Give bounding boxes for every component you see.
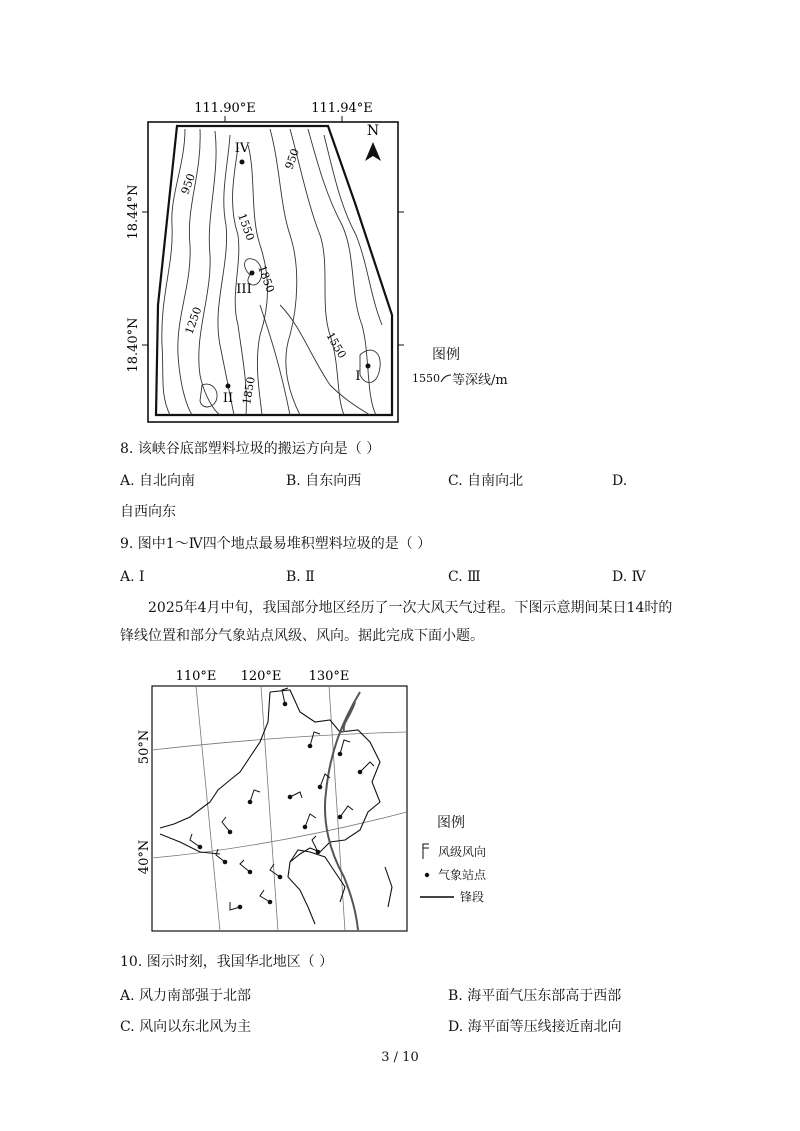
q10-option-c[interactable]: C. 风向以东北风为主 (120, 1019, 252, 1035)
point-label: IV (234, 141, 250, 156)
q8-option-d[interactable]: D. (612, 473, 628, 489)
q8-option-d-text[interactable]: 自西向东 (120, 504, 176, 520)
legend-wind-text: 风级风向 (438, 844, 487, 859)
lon-label: 111.94°E (311, 101, 373, 116)
contour-label: 1550 (235, 211, 257, 243)
q10-option-a[interactable]: A. 风力南部强于北部 (120, 988, 252, 1004)
point-ii (226, 384, 231, 389)
contour-lines (162, 129, 382, 415)
lat-label: 50°N (137, 729, 152, 765)
contour-label: 950 (178, 171, 199, 197)
legend-depth-value: 1550 (412, 372, 440, 385)
contour-label: 950 (282, 146, 303, 172)
lon-label: 110°E (175, 669, 217, 684)
legend-front-text: 锋段 (460, 890, 485, 904)
point-iii (250, 271, 255, 276)
q9-option-c[interactable]: C. Ⅲ (448, 569, 481, 585)
lon-label: 111.90°E (194, 101, 256, 116)
intro-paragraph: 2025年4月中旬，我国部分地区经历了一次大风天气过程。下图示意期间某日14时的锋线位置和部分气象站点风级、风向。据此完成下面小题。 (120, 600, 673, 644)
north-arrow-icon (365, 142, 381, 161)
point-i (366, 364, 371, 369)
q8-option-b[interactable]: B. 自东向西 (286, 473, 362, 489)
border-lines (160, 690, 392, 924)
map1-legend-row (412, 369, 508, 388)
canyon-map-svg (126, 95, 420, 435)
q10-option-b[interactable]: B. 海平面气压东部高于西部 (448, 988, 622, 1004)
contour-label: 1550 (323, 330, 349, 361)
map2-frame (152, 686, 407, 931)
q10-option-d[interactable]: D. 海平面等压线接近南北向 (448, 1019, 622, 1035)
map2-legend-station (420, 866, 486, 883)
legend-depth-text: 等深线/m (452, 373, 508, 388)
contour-label: 1850 (255, 263, 277, 295)
graticule (152, 686, 407, 931)
map2-legend-wind (420, 842, 486, 860)
canyon-depth-map (126, 95, 420, 435)
question-8-stem: 8. 该峡谷底部塑料垃圾的搬运方向是（ ） (120, 441, 381, 457)
q8-option-a[interactable]: A. 自北向南 (120, 473, 196, 489)
page-number: 3 / 10 (381, 1050, 419, 1065)
front-line-icon (420, 892, 454, 902)
question-9-stem: 9. 图中1～Ⅳ四个地点最易堆积塑料垃圾的是（ ） (120, 536, 432, 552)
wind-barb-icon (420, 842, 434, 860)
point-label: III (236, 282, 252, 297)
lon-label: 130°E (308, 669, 350, 684)
map2-legend-title: 图例 (437, 815, 465, 831)
legend-station-text: 气象站点 (438, 868, 487, 882)
map2-legend-front (420, 888, 484, 905)
q8-option-c[interactable]: C. 自南向北 (448, 473, 524, 489)
contour-label: 1250 (182, 305, 205, 337)
map1-legend-title: 图例 (432, 347, 460, 363)
station-dot-icon (420, 868, 434, 882)
north-label: N (366, 123, 380, 139)
lat-label: 18.40°N (126, 317, 141, 373)
q9-option-a[interactable]: A. Ⅰ (120, 569, 145, 585)
lat-label: 18.44°N (126, 184, 141, 240)
contour-label: 1850 (240, 375, 258, 406)
q9-option-d[interactable]: D. Ⅳ (612, 569, 646, 585)
point-iv (240, 160, 245, 165)
lon-label: 120°E (240, 669, 282, 684)
lat-label: 40°N (137, 839, 152, 875)
question-10-stem: 10. 图示时刻，我国华北地区（ ） (120, 954, 334, 970)
q9-option-b[interactable]: B. Ⅱ (286, 569, 315, 585)
point-label: II (222, 391, 234, 406)
point-label: I (355, 369, 361, 384)
weather-front-map (130, 662, 420, 937)
front-line (344, 702, 355, 732)
weather-map-svg (130, 662, 420, 937)
contour-sample-icon (440, 373, 452, 385)
